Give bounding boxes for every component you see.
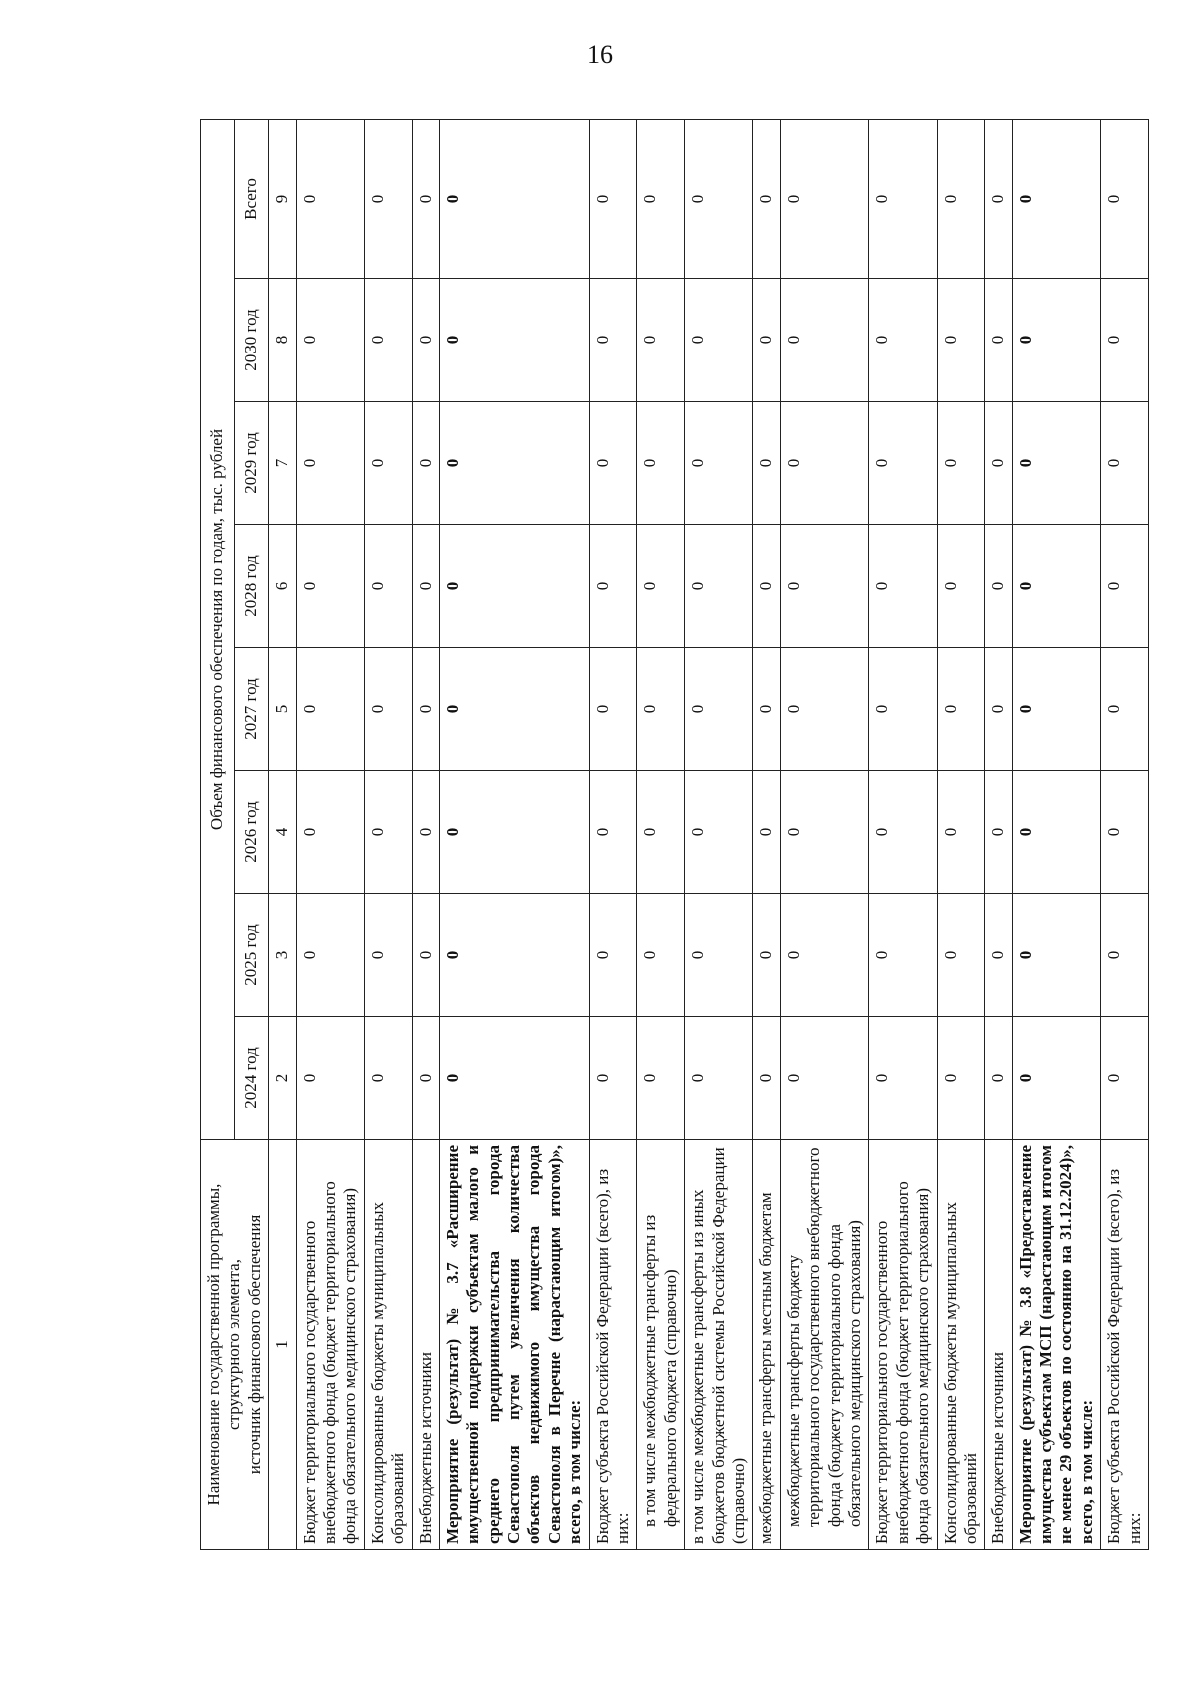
row-value-cell: 0 <box>412 894 439 1017</box>
row-value-cell: 0 <box>1012 279 1101 402</box>
table-row <box>364 119 412 1549</box>
row-value-cell: 0 <box>1101 402 1149 525</box>
row-value-cell: 0 <box>685 771 753 894</box>
header-year: 2028 год <box>235 525 269 648</box>
header-group-title: Объем финансового обеспечения по годам, тыс. рублей <box>201 119 235 1139</box>
row-value-cell: 0 <box>439 894 589 1017</box>
row-value-cell: 0 <box>869 525 937 648</box>
row-value-cell: 0 <box>637 279 685 402</box>
row-value-cell: 0 <box>869 648 937 771</box>
page-number: 16 <box>587 40 613 69</box>
row-value-cell: 0 <box>869 894 937 1017</box>
row-value-cell: 0 <box>753 279 780 402</box>
header-name-column <box>201 1140 269 1550</box>
column-number: 6 <box>269 525 296 648</box>
row-value-cell: 0 <box>412 402 439 525</box>
row-value-cell: 0 <box>985 648 1012 771</box>
row-value-cell: 0 <box>364 648 412 771</box>
row-value-cell: 0 <box>780 279 869 402</box>
row-value-cell: 0 <box>869 402 937 525</box>
row-value-cell: 0 <box>637 648 685 771</box>
row-value-cell: 0 <box>685 402 753 525</box>
table-row <box>637 119 685 1549</box>
row-total-cell: 0 <box>937 119 985 278</box>
row-value-cell: 0 <box>753 648 780 771</box>
column-number: 4 <box>269 771 296 894</box>
row-total-cell: 0 <box>869 119 937 278</box>
row-value-cell: 0 <box>439 525 589 648</box>
row-name-cell: межбюджетные трансферты местным бюджетам <box>753 1140 780 1550</box>
row-value-cell: 0 <box>985 525 1012 648</box>
row-value-cell: 0 <box>412 648 439 771</box>
row-value-cell: 0 <box>1101 525 1149 648</box>
row-total-cell: 0 <box>296 119 364 278</box>
row-value-cell: 0 <box>937 771 985 894</box>
row-value-cell: 0 <box>589 1017 637 1140</box>
row-value-cell: 0 <box>985 1017 1012 1140</box>
row-value-cell: 0 <box>1101 648 1149 771</box>
column-number: 5 <box>269 648 296 771</box>
table-row <box>412 119 439 1549</box>
table-row <box>1101 119 1149 1549</box>
column-number: 2 <box>269 1017 296 1140</box>
row-value-cell: 0 <box>685 894 753 1017</box>
row-value-cell: 0 <box>439 1017 589 1140</box>
column-number: 7 <box>269 402 296 525</box>
row-total-cell: 0 <box>1012 119 1101 278</box>
row-value-cell: 0 <box>364 894 412 1017</box>
row-value-cell: 0 <box>364 402 412 525</box>
row-value-cell: 0 <box>589 402 637 525</box>
table-row <box>937 119 985 1549</box>
row-total-cell: 0 <box>685 119 753 278</box>
header-name-line2: источник финансового обеспечения <box>244 1214 264 1475</box>
row-value-cell: 0 <box>296 648 364 771</box>
row-value-cell: 0 <box>985 279 1012 402</box>
row-value-cell: 0 <box>780 648 869 771</box>
header-total: Всего <box>235 119 269 278</box>
row-name-cell: Мероприятие (результат) № 3.7 «Расширение имущественной поддержки субъектам малого и среднего предпринимательства города Севастополя путем увеличения количества объектов недвижимого имущества города Севастополя в Перечне (нарастающим итогом)», всего, в том числе: <box>439 1140 589 1550</box>
row-value-cell: 0 <box>412 525 439 648</box>
row-value-cell: 0 <box>364 771 412 894</box>
table-body <box>296 119 1148 1549</box>
column-number: 8 <box>269 279 296 402</box>
row-value-cell: 0 <box>780 402 869 525</box>
rotated-table-container <box>200 120 1160 1550</box>
header-year: 2024 год <box>235 1017 269 1140</box>
financing-table <box>200 119 1149 1550</box>
row-value-cell: 0 <box>589 279 637 402</box>
table-row <box>985 119 1012 1549</box>
header-year: 2026 год <box>235 771 269 894</box>
row-value-cell: 0 <box>937 648 985 771</box>
row-value-cell: 0 <box>1012 525 1101 648</box>
row-value-cell: 0 <box>985 771 1012 894</box>
row-value-cell: 0 <box>1012 1017 1101 1140</box>
row-value-cell: 0 <box>753 894 780 1017</box>
row-name-cell: Бюджет субъекта Российской Федерации (всего), из них: <box>1101 1140 1149 1550</box>
row-value-cell: 0 <box>1101 279 1149 402</box>
row-value-cell: 0 <box>589 771 637 894</box>
row-name-cell: в том числе межбюджетные трансферты из иных бюджетов бюджетной системы Российской Федерации (справочно) <box>685 1140 753 1550</box>
row-name-cell: Консолидированные бюджеты муниципальных образований <box>364 1140 412 1550</box>
row-value-cell: 0 <box>937 525 985 648</box>
row-value-cell: 0 <box>296 771 364 894</box>
row-name-cell: Мероприятие (результат) № 3.8 «Предоставление имущества субъектам МСП (нарастающим итогом не менее 29 объектов по состоянию на 31.12.2024)», всего, в том числе: <box>1012 1140 1101 1550</box>
column-number: 9 <box>269 119 296 278</box>
header-year: 2029 год <box>235 402 269 525</box>
row-value-cell: 0 <box>1101 894 1149 1017</box>
row-value-cell: 0 <box>364 279 412 402</box>
table-row <box>869 119 937 1549</box>
table-row <box>1012 119 1101 1549</box>
row-value-cell: 0 <box>685 648 753 771</box>
row-value-cell: 0 <box>780 771 869 894</box>
row-value-cell: 0 <box>937 279 985 402</box>
header-year: 2030 год <box>235 279 269 402</box>
table-row <box>685 119 753 1549</box>
row-value-cell: 0 <box>637 1017 685 1140</box>
row-value-cell: 0 <box>1012 402 1101 525</box>
row-value-cell: 0 <box>412 771 439 894</box>
row-name-cell: Внебюджетные источники <box>412 1140 439 1550</box>
row-value-cell: 0 <box>937 402 985 525</box>
row-value-cell: 0 <box>296 1017 364 1140</box>
row-value-cell: 0 <box>296 894 364 1017</box>
rotated-table-frame <box>200 120 1160 1550</box>
row-value-cell: 0 <box>985 402 1012 525</box>
row-value-cell: 0 <box>412 1017 439 1140</box>
row-total-cell: 0 <box>412 119 439 278</box>
row-value-cell: 0 <box>637 525 685 648</box>
header-row-1 <box>201 119 235 1549</box>
row-value-cell: 0 <box>637 894 685 1017</box>
row-value-cell: 0 <box>1101 1017 1149 1140</box>
row-value-cell: 0 <box>753 1017 780 1140</box>
row-value-cell: 0 <box>937 894 985 1017</box>
row-value-cell: 0 <box>685 279 753 402</box>
row-name-cell: Бюджет субъекта Российской Федерации (всего), из них: <box>589 1140 637 1550</box>
row-total-cell: 0 <box>780 119 869 278</box>
row-value-cell: 0 <box>685 525 753 648</box>
row-name-cell: Бюджет территориального государственного внебюджетного фонда (бюджет территориального фонда обязательного медицинского страхования) <box>869 1140 937 1550</box>
table-row <box>753 119 780 1549</box>
row-value-cell: 0 <box>364 1017 412 1140</box>
row-value-cell: 0 <box>869 1017 937 1140</box>
row-value-cell: 0 <box>780 525 869 648</box>
row-value-cell: 0 <box>869 771 937 894</box>
row-value-cell: 0 <box>439 648 589 771</box>
row-name-cell: в том числе межбюджетные трансферты из федерального бюджета (справочно) <box>637 1140 685 1550</box>
row-value-cell: 0 <box>753 525 780 648</box>
row-value-cell: 0 <box>637 771 685 894</box>
row-value-cell: 0 <box>753 771 780 894</box>
row-value-cell: 0 <box>439 279 589 402</box>
table-row <box>589 119 637 1549</box>
row-value-cell: 0 <box>869 279 937 402</box>
row-value-cell: 0 <box>439 402 589 525</box>
row-total-cell: 0 <box>364 119 412 278</box>
row-name-cell: Внебюджетные источники <box>985 1140 1012 1550</box>
row-value-cell: 0 <box>780 1017 869 1140</box>
row-value-cell: 0 <box>296 525 364 648</box>
header-year: 2027 год <box>235 648 269 771</box>
row-value-cell: 0 <box>1101 771 1149 894</box>
row-value-cell: 0 <box>439 771 589 894</box>
row-value-cell: 0 <box>589 525 637 648</box>
row-name-cell: межбюджетные трансферты бюджету территориального государственного внебюджетного фонда (бюджету территориального фонда обязательного медицинского страхования) <box>780 1140 869 1550</box>
row-name-cell: Консолидированные бюджеты муниципальных образований <box>937 1140 985 1550</box>
row-value-cell: 0 <box>637 402 685 525</box>
row-value-cell: 0 <box>937 1017 985 1140</box>
row-value-cell: 0 <box>296 402 364 525</box>
column-number: 3 <box>269 894 296 1017</box>
row-value-cell: 0 <box>1012 894 1101 1017</box>
row-total-cell: 0 <box>589 119 637 278</box>
header-row-numbers <box>269 119 296 1549</box>
row-value-cell: 0 <box>412 279 439 402</box>
row-value-cell: 0 <box>364 525 412 648</box>
row-value-cell: 0 <box>589 894 637 1017</box>
row-value-cell: 0 <box>753 402 780 525</box>
row-value-cell: 0 <box>1012 771 1101 894</box>
row-total-cell: 0 <box>1101 119 1149 278</box>
row-value-cell: 0 <box>685 1017 753 1140</box>
row-value-cell: 0 <box>985 894 1012 1017</box>
row-value-cell: 0 <box>589 648 637 771</box>
header-year: 2025 год <box>235 894 269 1017</box>
row-total-cell: 0 <box>637 119 685 278</box>
row-total-cell: 0 <box>439 119 589 278</box>
table-row <box>439 119 589 1549</box>
column-number: 1 <box>269 1140 296 1550</box>
header-name-line1: Наименование государственной программы, структурного элемента, <box>204 1183 244 1506</box>
row-total-cell: 0 <box>985 119 1012 278</box>
table-row <box>296 119 364 1549</box>
row-value-cell: 0 <box>780 894 869 1017</box>
row-value-cell: 0 <box>296 279 364 402</box>
row-name-cell: Бюджет территориального государственного внебюджетного фонда (бюджет территориального фонда обязательного медицинского страхования) <box>296 1140 364 1550</box>
table-row <box>780 119 869 1549</box>
row-value-cell: 0 <box>1012 648 1101 771</box>
row-total-cell: 0 <box>753 119 780 278</box>
